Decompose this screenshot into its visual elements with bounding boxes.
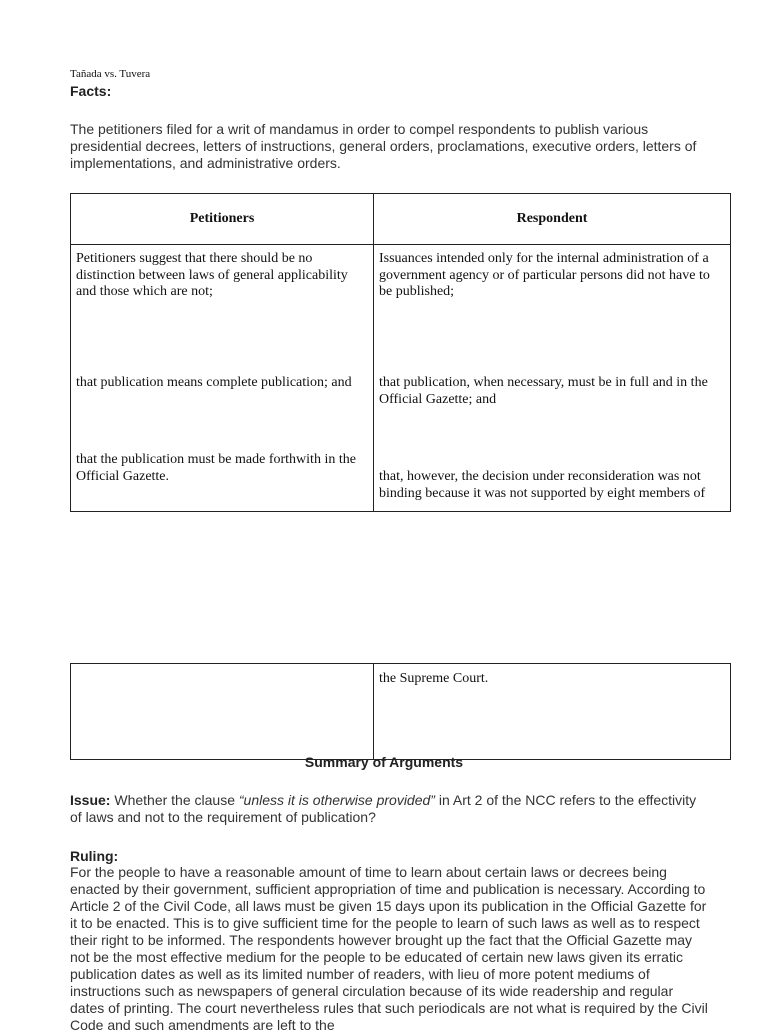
issue-text-after: in Art 2 of the NCC refers to the effectivity of laws and not to the requirement of publication? — [70, 792, 697, 825]
issue-quoted-clause: “unless it is otherwise provided” — [238, 792, 435, 808]
facts-paragraph: The petitioners filed for a writ of mandamus in order to compel respondents to publish various presidential decrees, letters of instructions, general orders, proclamations, executive orders, letters of implementations, and administrative orders. — [70, 121, 697, 171]
table-header-row — [71, 194, 731, 245]
petitioners-header: Petitioners — [71, 194, 374, 245]
facts-heading: Facts: — [70, 83, 112, 99]
petitioners-cell — [71, 245, 374, 512]
arguments-table-continued — [70, 663, 731, 760]
ruling-paragraph: For the people to have a reasonable amount of time to learn about certain laws or decrees being enacted by their government, sufficient appropriation of time and publication is necessary. According to Article 2 of the Civil Code, all laws must be given 15 days upon its publication in the Official Gazette for it to be enacted. This is to give sufficient time for the people to learn of such laws as well as to respect their right to be informed. The respondents however brought up the fact that the Official Gazette may not be the most effective medium for the people to be educated of certain new laws given its erratic publication dates as well as its limited number of readers, with lieu of more potent mediums of instructions such as newspapers of general circulation because of its wide readership and regular dates of printing. The court nevertheless rules that such periodicals are not what is required by the Civil Code and such amendments are left to the — [70, 864, 708, 1033]
petitioners-cell-continued — [71, 664, 374, 760]
table-caption: Summary of Arguments — [304, 754, 464, 770]
issue-paragraph — [70, 792, 710, 826]
respondent-cell-continued: the Supreme Court. — [374, 664, 731, 760]
issue-label: Issue: — [70, 792, 111, 808]
respondent-cell — [374, 245, 731, 512]
respondent-header: Respondent — [374, 194, 731, 245]
table-row — [71, 664, 731, 760]
respondent-argument-1: Issuances intended only for the internal administration of a government agency or of particular persons did not have to be published; — [379, 251, 710, 299]
table-row — [71, 245, 731, 512]
issue-text-before: Whether the clause — [110, 792, 239, 808]
case-title: Tañada vs. Tuvera — [70, 68, 151, 80]
ruling-heading: Ruling: — [70, 848, 119, 864]
petitioners-argument-1: Petitioners suggest that there should be no distinction between laws of general applicability and those which are not; — [76, 251, 348, 299]
petitioners-argument-3: that the publication must be made forthwith in the Official Gazette. — [76, 452, 356, 484]
petitioners-argument-2: that publication means complete publication; and — [76, 375, 352, 390]
respondent-argument-2: that publication, when necessary, must be in full and in the Official Gazette; and — [379, 375, 708, 407]
arguments-table — [70, 193, 731, 512]
respondent-argument-3: that, however, the decision under reconsideration was not binding because it was not supported by eight members of — [379, 469, 706, 501]
